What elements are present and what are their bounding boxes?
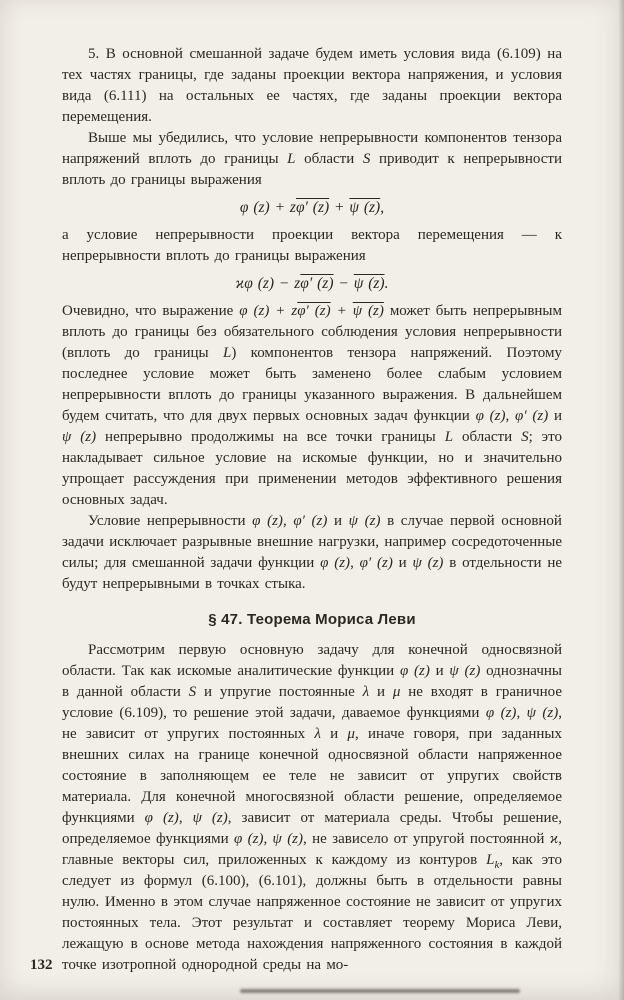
math-segment: φ (z) + z (239, 199, 296, 216)
math-segment: ψ (z) (352, 303, 384, 319)
math-segment: φ (z) (252, 513, 283, 529)
text-segment: , зависит от материала среды. Чтобы решение, определяемое функциями (62, 810, 562, 847)
text-segment: в случае первой основной задачи исключает разрывные внешние нагрузки, например сосредоточенные силы; для смешанной задачи функции (62, 513, 562, 571)
text-segment: непрерывно продолжимы на все точки границы (96, 429, 445, 445)
math-segment: ψ (z) (449, 663, 481, 679)
math-segment: + (329, 199, 350, 216)
math-segment: φ (z) + z (239, 303, 298, 319)
math-segment: φ′ (z) (515, 408, 549, 424)
paragraph (62, 301, 562, 511)
text-segment: , главные векторы сил, приложенных к каждому из контуров (62, 831, 562, 868)
math-segment: ψ (z) (353, 275, 385, 292)
text-segment: , (263, 831, 273, 847)
text-segment: , (505, 408, 516, 424)
text-segment: , (282, 513, 294, 529)
math-segment: φ′ (z) (295, 199, 330, 216)
page-number: 132 (30, 957, 53, 973)
math-segment: L (444, 429, 454, 445)
math-segment: S (521, 429, 529, 445)
display-formula (62, 198, 562, 218)
math-segment: φ (z) (233, 831, 264, 847)
math-segment: ψ (z) (348, 513, 381, 529)
math-segment: − (333, 275, 354, 292)
text-segment: области (295, 151, 363, 167)
text-segment: не входят в граничное условие (6.109), то решение этой задачи, даваемое функциями (62, 684, 562, 721)
text-segment: однозначны в данной области (62, 663, 562, 700)
text-segment: ; это накладывает сильное условие на искомые функции, но и значительно упрощает рассуждения при применении методов эффективного решения основных задач. (62, 429, 562, 508)
section-heading: § 47. Теорема Мориса Леви (208, 611, 416, 628)
math-segment: ψ (z) (62, 429, 97, 445)
text-column (62, 44, 562, 976)
math-segment: μ (347, 726, 355, 742)
math-segment: φ (z) (144, 810, 179, 826)
math-segment: φ′ (z) (359, 555, 393, 571)
text-segment: и (429, 663, 450, 679)
text-segment: и (327, 513, 349, 529)
text-segment: в отдельности не будут непрерывными в точках стыка. (62, 555, 563, 592)
paragraph (62, 640, 562, 976)
math-segment: k (494, 859, 500, 871)
math-segment: φ′ (z) (297, 303, 331, 319)
text-segment: Рассмотрим первую основную задачу для конечной односвязной области. Так как искомые аналитические функции (62, 642, 562, 679)
paragraph (62, 225, 562, 267)
text-segment: области (453, 429, 522, 445)
display-formula (62, 274, 562, 294)
math-segment: L (486, 852, 495, 868)
paragraph (62, 128, 562, 191)
paragraph (62, 44, 562, 128)
math-segment: φ (z) (485, 705, 517, 721)
math-segment: , (380, 199, 385, 216)
math-segment: φ (z) (399, 663, 430, 679)
math-segment: φ′ (z) (300, 275, 334, 292)
math-segment: ϰφ (z) − z (235, 275, 301, 292)
math-segment: L (222, 345, 232, 361)
math-segment: ϰ (549, 831, 559, 847)
math-segment: ψ (z) (526, 705, 559, 721)
paragraph (62, 511, 562, 595)
text-segment: Выше мы убедились, что условие непрерывности компонентов тензора напряжений вплоть до границы (62, 130, 562, 167)
text-segment: может быть непрерывным вплоть до границы без обязательного соблюдения условия непрерывности (вплоть до границы (62, 303, 562, 361)
text-segment: и (320, 726, 348, 742)
text-segment: и (392, 555, 413, 571)
math-segment: S (362, 151, 371, 167)
scan-artifact-right (618, 0, 624, 1000)
math-segment: φ′ (z) (293, 513, 328, 529)
math-segment: ψ (z) (412, 555, 444, 571)
text-segment: , (516, 705, 527, 721)
math-segment: μ (392, 684, 401, 700)
text-segment: и (369, 684, 393, 700)
math-segment: ψ (z) (192, 810, 228, 826)
math-segment: ψ (z) (349, 199, 381, 216)
math-segment: φ (z) (475, 408, 506, 424)
text-segment: , (178, 810, 193, 826)
text-segment: 5. В основной смешанной задаче будем иметь условия вида (6.109) на тех частях границы, где заданы проекции вектора напряжения, и условия вида (6.111) на остальных ее частях, где заданы проекции вектора перемещения. (62, 46, 562, 125)
text-segment: Условие непрерывности (88, 513, 253, 529)
math-segment: L (287, 151, 296, 167)
text-segment: Очевидно, что выражение (62, 303, 240, 319)
text-segment: , как это следует из формул (6.100), (6.101), должны быть в отдельности равны нулю. Именно в этом случае напряженное состояние не зависит от упругих постоянных тела. Этот результат и составляет теорему Мориса Леви, лежащую в основе метода нахождения напряженного состояния в каждой точке изотропной однородной среды на мо- (62, 852, 562, 973)
math-segment: λ (362, 684, 370, 700)
math-segment: φ (z) (320, 555, 351, 571)
math-segment: S (188, 684, 197, 700)
text-segment: и (548, 408, 562, 424)
math-segment: + (330, 303, 353, 319)
text-segment: а условие непрерывности проекции вектора перемещения — к непрерывности вплоть до границы выражения (62, 227, 562, 264)
math-segment: ψ (z) (272, 831, 304, 847)
text-segment: приводит к непрерывности вплоть до границы выражения (62, 151, 563, 188)
text-segment: , (350, 555, 360, 571)
math-segment: λ (314, 726, 321, 742)
text-segment: , не зависит от упругих постоянных (62, 705, 562, 742)
text-segment: ) компонентов тензора напряжений. Поэтому последнее условие может быть заменено более слабым условием непрерывности вплоть до границы указанного выражения. В дальнейшем будем считать, что для двух первых основных задач функции (62, 345, 563, 424)
text-segment: и упругие постоянные (196, 684, 363, 700)
math-segment: . (384, 275, 389, 292)
scan-artifact-bottom (240, 989, 520, 993)
text-segment: , не зависело от упругой постоянной (303, 831, 550, 847)
text-segment: , иначе говоря, при заданных внешних силах на границе конечной односвязной области напряженное состояние в заполняющем ее теле не зависит от упругих свойств материала. Для конечной многосвязной области решение, определяемое функциями (62, 726, 562, 826)
